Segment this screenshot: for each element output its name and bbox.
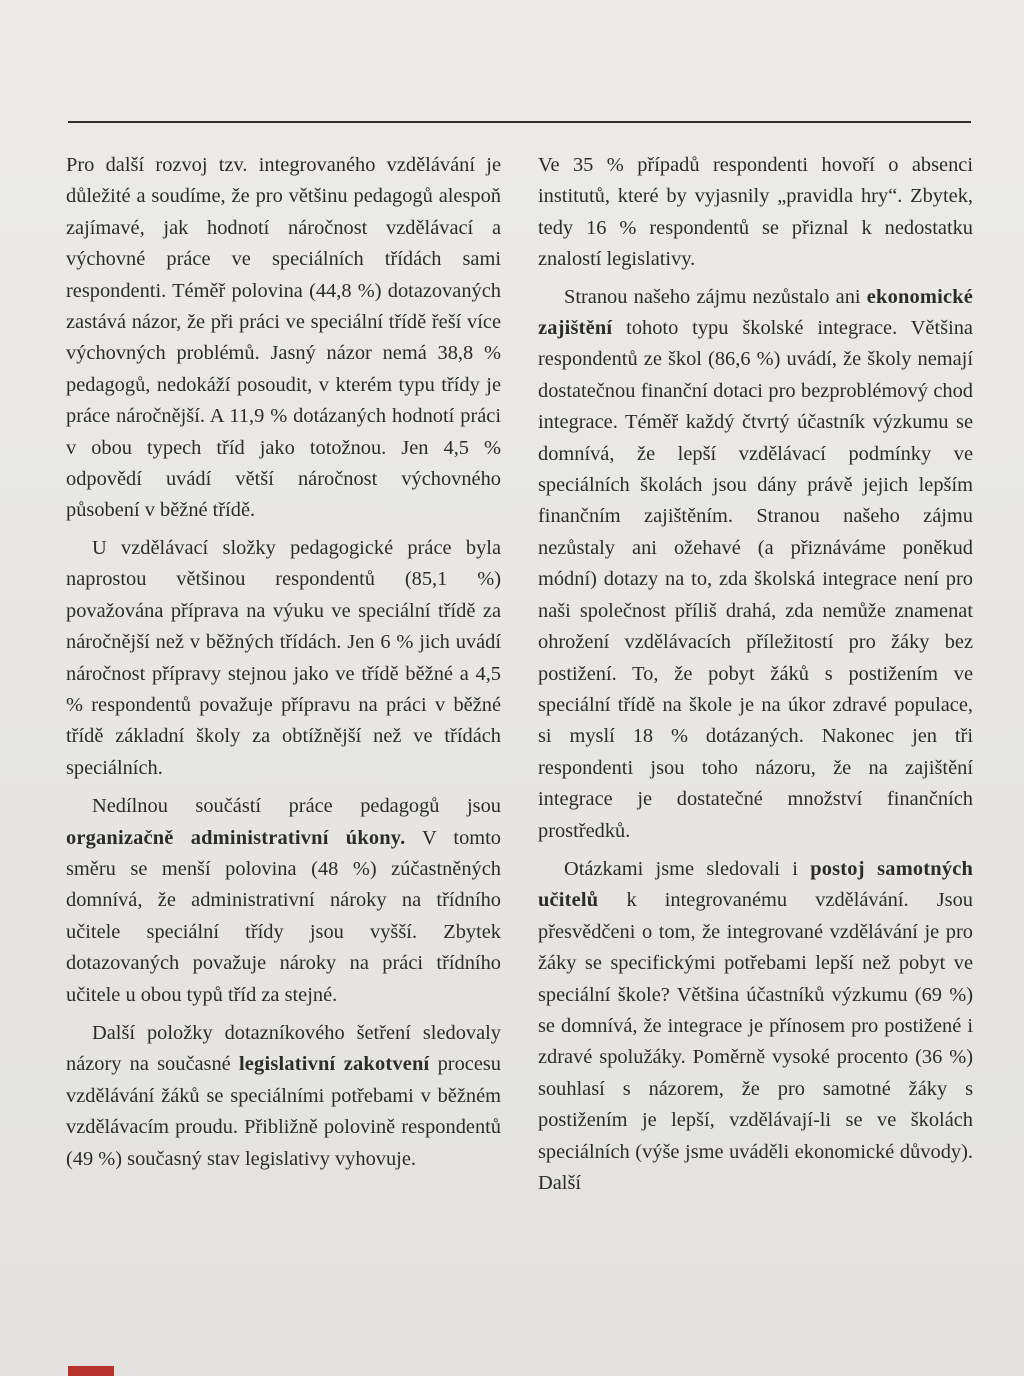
page-corner-mark xyxy=(68,1366,114,1376)
paragraph: Stranou našeho zájmu nezůstalo ani ekonomické zajištění tohoto typu školské integrace. Většina respondentů ze škol (86,6 %) uvádí, že školy nemají dostatečnou finanční dotaci pro bezproblémový chod integrace. Téměř každý čtvrtý účastník výzkumu se domnívá, že lepší vzdělávací podmínky ve speciálních školách jsou dány právě jejich lepším finančním zajištěním. Stranou našeho zájmu nezůstaly ani ožehavé (a přiznáváme poněkud módní) dotazy na to, zda školská integrace není pro naši společnost příliš drahá, zda nemůže znamenat ohrožení vzdělávacích příležitostí pro žáky bez postižení. To, že pobyt žáků s postižením ve speciální třídě na škole je na úkor zdravé populace, si myslí 18 % dotázaných. Nakonec jen tři respondenti jsou toho názoru, že na zajištění integrace je dostatečné množství finančních prostředků. xyxy=(538,285,973,842)
bold-term: ekonomické zajištění xyxy=(538,285,973,340)
paragraph: Pro další rozvoj tzv. integrovaného vzdělávání je důležité a soudíme, že pro většinu pedagogů alespoň zajímavé, jak hodnotí náročnost vzdělávací a výchovné práce ve speciálních třídách sami respondenti. Téměř polovina (44,8 %) dotazovaných zastává názor, že při práci ve speciální třídě řeší více výchovných problémů. Jasný názor nemá 38,8 % pedagogů, nedokáží posoudit, v kterém typu třídy je práce náročnější. A 11,9 % dotázaných hodnotí práci v obou typech tříd jako totožnou. Jen 4,5 % odpovědí uvádí větší náročnost výchovného působení v běžné třídě. xyxy=(66,154,501,522)
left-column xyxy=(66,150,501,1175)
paragraph: U vzdělávací složky pedagogické práce byla naprostou většinou respondentů (85,1 %) považována příprava na výuku ve speciální třídě za náročnější než v běžných třídách. Jen 6 % jich uvádí náročnost přípravy stejnou jako ve třídě běžné a 4,5 % respondentů považuje přípravu na práci v běžné třídě základní školy za obtížnější než ve třídách speciálních. xyxy=(66,536,501,779)
paragraph: Ve 35 % případů respondenti hovoří o absenci institutů, které by vyjasnily „pravidla hry“. Zbytek, tedy 16 % respondentů se přiznal k nedostatku znalostí legislativy. xyxy=(538,154,973,271)
bold-term: organizačně administrativní úkony. xyxy=(66,826,406,849)
right-column xyxy=(538,150,973,1199)
paragraph: Další položky dotazníkového šetření sledovaly názory na současné legislativní zakotvení procesu vzdělávání žáků se speciálními potřebami v běžném vzdělávacím proudu. Přibližně polovině respondentů (49 %) současný stav legislativy vyhovuje. xyxy=(66,1021,502,1170)
paragraph: Otázkami jsme sledovali i postoj samotných učitelů k integrovanému vzdělávání. Jsou přesvědčeni o tom, že integrované vzdělávání je pro žáky se specifickými potřebami lepší než pobyt ve speciální škole? Většina účastníků výzkumu (69 %) se domnívá, že integrace je přínosem pro postižené i zdravé spolužáky. Poměrně vysoké procento (36 %) souhlasí s názorem, že pro samotné žáky s postižením je lepší, vzdělávají-li se ve školách speciálních (výše jsme uváděli ekonomické důvody). Další xyxy=(538,857,974,1194)
top-rule xyxy=(68,121,971,123)
bold-term: legislativní zakotvení xyxy=(238,1053,430,1076)
bold-term: postoj samotných učitelů xyxy=(538,857,974,912)
paragraph: Nedílnou součástí práce pedagogů jsou organizačně administrativní úkony. V tomto směru se menší polovina (48 %) zúčastněných domnívá, že administrativní nároky na třídního učitele speciální třídy jsou vyšší. Zbytek dotazovaných považuje nároky na práci třídního učitele u obou typů tříd za stejné. xyxy=(66,795,502,1006)
